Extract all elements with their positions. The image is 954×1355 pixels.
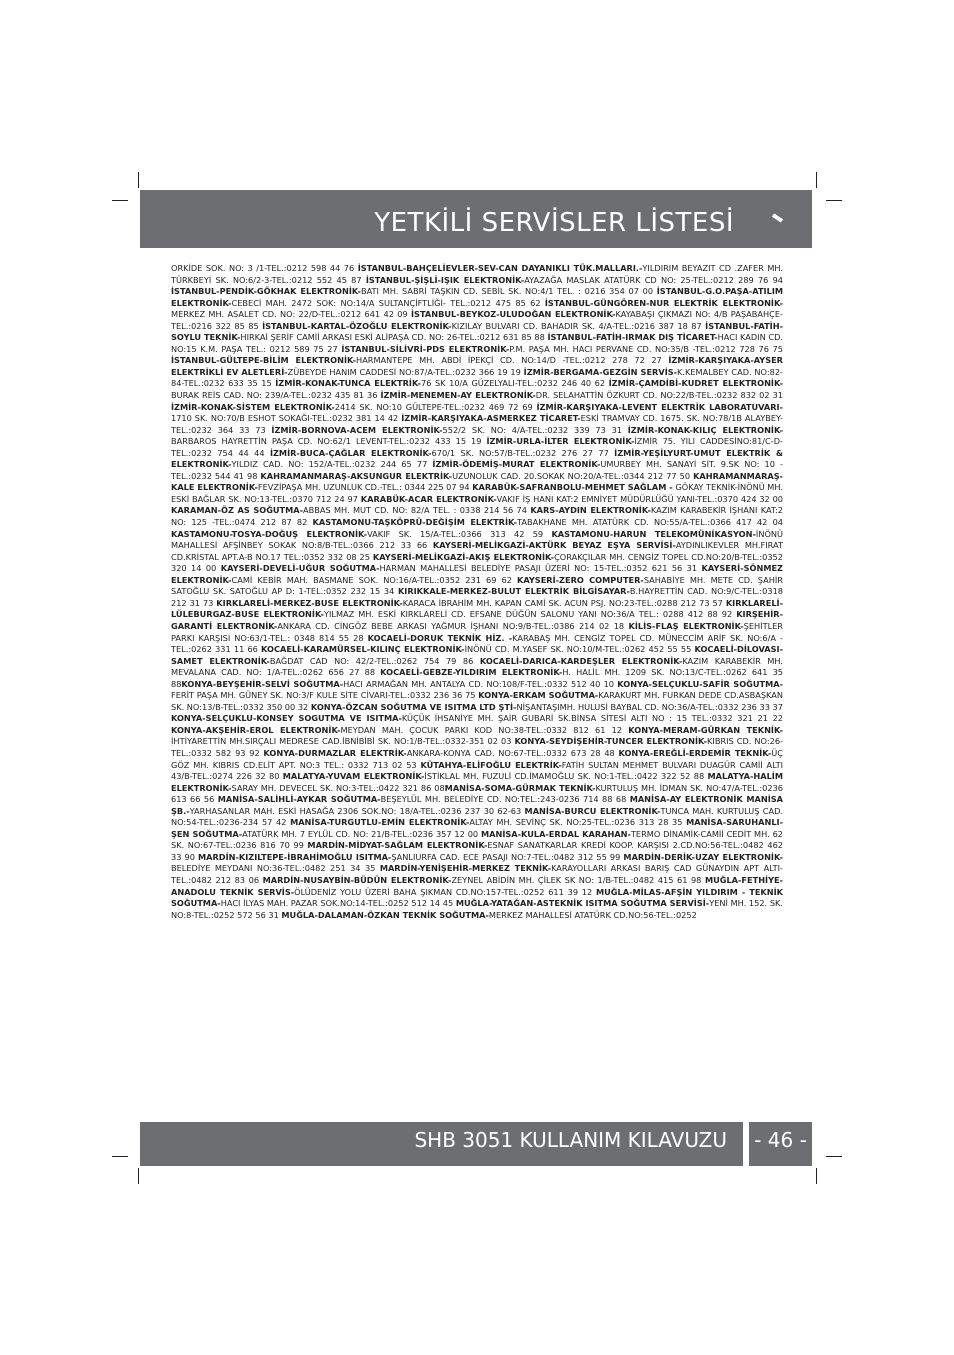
service-name: İZMİR-BUCA-ÇAĞLAR ELEKTRONİK- bbox=[269, 447, 432, 458]
service-name: İZMİR-KONAK-SİSTEM ELEKTRONİK- bbox=[171, 401, 335, 412]
crop-mark bbox=[112, 200, 128, 201]
service-name: MANİSA-BURCU ELEKTRONİK- bbox=[524, 805, 661, 816]
service-address: ŞEHİTLER PARKI KARŞISI NO:63/1-TEL.: 0348 814 55 28 bbox=[171, 620, 783, 643]
service-name: KONYA-DURMAZLAR ELEKTRİK- bbox=[263, 747, 407, 758]
service-name: KAHRAMANMARAŞ-AKSUNGUR ELEKTRİK- bbox=[260, 470, 453, 481]
service-name: İSTANBUL-FATİH-IRMAK DIŞ TİCARET- bbox=[547, 332, 718, 343]
service-name: KONYA-SELÇUKLU-SAFİR SOĞUTMA- bbox=[617, 678, 783, 689]
service-name: KÜTAHYA-ELİFOĞLU ELEKTRİK- bbox=[420, 759, 562, 770]
service-name: KAYSERİ-MELİKGAZİ-AKTÜRK BEYAZ EŞYA SERVİSİ- bbox=[432, 540, 676, 551]
service-address: TABAKHANE MH. ATATÜRK CD. NO:55/A-TEL.:0366 417 42 04 bbox=[517, 517, 783, 528]
service-address: 76 SK 10/A GÜZELYALI-TEL.:0232 246 40 62 bbox=[421, 378, 609, 389]
footer-bar bbox=[140, 1122, 743, 1166]
service-address: CAMİ KEBİR MAH. BASMANE SOK. NO:16/A-TEL.:0352 231 69 62 bbox=[231, 574, 517, 585]
service-name: MANİSA-SALİHLİ-AYKAR SOĞUTMA- bbox=[217, 794, 381, 805]
service-address: GÖKAY TEKNİK-İNÖNÜ MH. ESKİ BAĞLAR SK. NO:13-TEL.:0370 712 24 97 bbox=[171, 482, 783, 504]
service-address: VAKIF İŞ HANI KAT:2 EMNİYET MÜDÜRLÜĞÜ YANI-TEL.:0370 424 32 00 bbox=[496, 493, 783, 504]
service-address: YENİ MH. 152. SK. NO:8-TEL.:0252 572 56 31 bbox=[171, 898, 783, 920]
service-address: SARAY MH. DEVECEL SK. NO:3-TEL.:0422 321 86 08 bbox=[231, 782, 445, 793]
service-address: ESNAF SANATKARLAR KREDİ KOOP. KARŞISI 2.CD.NO:56-TEL.:0482 462 33 90 bbox=[171, 840, 783, 862]
page-title: YETKİLİ SERVİSLER LİSTESİ bbox=[374, 208, 734, 238]
service-name: İSTANBUL-PENDİK-GÖKHAK ELEKTRONİK- bbox=[171, 286, 361, 297]
service-name: KOCAELİ-GEBZE-YILDIRIM ELEKTRONİK- bbox=[380, 667, 563, 678]
service-address: H. HALİL MH. 1209 SK. NO:13/C-TEL.:0262 641 35 88 bbox=[171, 667, 783, 689]
service-address: ÇORAKÇILAR MH. CENGİZ TOPEL CD.NO:20/B-TEL.:0352 320 14 00 bbox=[171, 551, 783, 574]
crop-mark bbox=[816, 172, 817, 188]
service-address: BAĞDAT CAD NO: 42/2-TEL.:0262 754 79 86 bbox=[269, 655, 480, 666]
page-number: - 46 - bbox=[754, 1128, 807, 1152]
service-address: UZUNOLUK CAD. 20.SOKAK NO:20/A-TEL.:0344 212 77 50 bbox=[452, 470, 694, 481]
service-address: ŞANLIURFA CAD. ECE PASAJI NO:7-TEL.:0482 312 55 99 bbox=[391, 851, 624, 862]
service-name: KIRKLARELİ-LÜLEBURGAZ-BUSE ELEKTRONİK- bbox=[171, 597, 783, 620]
service-address: BEŞEYLÜL MH. BELEDİYE CD. NO:TEL.:243-0236 714 88 68 bbox=[380, 794, 630, 805]
service-name: MUĞLA-YATAĞAN-ASTEKNİK ISITMA SOĞUTMA SERVİSİ- bbox=[455, 898, 710, 909]
service-name: İZMİR-ÇAMDİBİ-KUDRET ELEKTRONİK- bbox=[608, 378, 783, 389]
service-name: KIRŞEHİR-GARANTİ ELEKTRONİK- bbox=[171, 609, 783, 631]
service-address: HARMANTEPE MH. ABDİ İPEKÇİ CD. NO:14/D -TEL.:0212 278 72 27 bbox=[356, 355, 669, 366]
brand-logo-icon bbox=[768, 209, 804, 245]
service-name: KOCAELİ-KARAMÜRSEL-KILINÇ ELEKTRONİK- bbox=[261, 644, 465, 655]
service-address: KURTULUŞ MH. İDMAN SK. NO:47/A-TEL.:0236 613 66 56 bbox=[171, 782, 783, 805]
service-name: İZMİR-MENEMEN-AY ELEKTRONİK- bbox=[380, 390, 536, 401]
service-address: 2414 SK. NO:10 GÜLTEPE-TEL.:0232 469 72 69 bbox=[334, 401, 537, 412]
service-address: ÖLÜDENİZ YOLU ÜZERİ BAHA ŞIKMAN CD.NO:157-TEL.:0252 611 39 12 bbox=[294, 886, 596, 897]
service-name: KARS-AYDIN ELEKTRONİK- bbox=[530, 505, 651, 516]
service-address: AYAZAĞA MASLAK ATATÜRK CD NO: 25-TEL.:0212 289 76 94 bbox=[524, 274, 783, 285]
service-address: KARAYOLLARI ARKASI BARIŞ CAD GÜNAYDIN APT ALTI-TEL.:0482 212 83 06 bbox=[171, 863, 783, 885]
service-address: ORKİDE SOK. NO: 3 /1-TEL.:0212 598 44 76 bbox=[171, 263, 358, 273]
service-name: İSTANBUL-FATİH-SOYLU TEKNİK- bbox=[171, 320, 783, 343]
service-address: BATI MH. SABRİ TAŞKIN CD. SEBİL SK. NO:4/1 TEL. : 0216 354 07 00 bbox=[360, 286, 657, 297]
service-address: HACI ARMAĞAN MH. ANTALYA CD. NO:108/F-TEL.:0332 512 40 10 bbox=[343, 678, 618, 689]
service-address: KARACA İBRAHİM MH. KAPAN CAMİ SK. ACUN PSJ. NO:23-TEL.:0288 212 73 57 bbox=[402, 597, 726, 608]
service-address: KIBRIS CD. NO:26-TEL.:0332 582 93 92 bbox=[171, 736, 783, 758]
service-name: KARABÜK-SAFRANBOLU-MEHMET SAĞLAM - bbox=[472, 482, 676, 493]
service-name: İSTANBUL-SİLİVRİ-PDS ELEKTRONİK- bbox=[341, 343, 510, 354]
service-address: KARAKURT MH. FURKAN DEDE CD.ASBAŞKAN SK. NO:13/B-TEL.:0332 350 00 32 bbox=[171, 690, 783, 712]
service-address: KARABAŞ MH. CENGİZ TOPEL CD. MÜNECCİM ARİF SK. NO:6/A -TEL.:0262 331 11 66 bbox=[171, 632, 783, 655]
service-address: MERKEZ MH. ASALET CD. NO: 22/D-TEL.:0212 641 42 09 bbox=[171, 309, 412, 320]
service-address: ALTAY MH. SEVİNÇ SK. NO:25-TEL.:0236 313 28 35 bbox=[469, 817, 687, 828]
service-name: KONYA-ERKAM SOĞUTMA- bbox=[478, 690, 599, 701]
service-address: UMURBEY MH. SANAYİ SİT. 9.SK NO: 10 -TEL.:0232 544 41 98 bbox=[171, 459, 783, 481]
service-name: MARDİN-DERİK-UZAY ELEKTRONİK- bbox=[623, 851, 783, 862]
service-name: KASTAMONU-TAŞKÖPRÜ-DEĞİŞİM ELEKTRİK- bbox=[312, 517, 518, 528]
service-address: KAYABAŞI ÇIKMAZI NO: 4/B PAŞABAHÇE-TEL.:0216 322 85 85 bbox=[171, 309, 783, 331]
service-address: YILDIZ CAD. NO: 152/A-TEL.:0232 244 65 77 bbox=[231, 459, 433, 470]
service-address: ESKİ TRAMVAY CD. 1675. SK. NO:78/1B ALAYBEY-TEL.:0232 364 33 73 bbox=[171, 413, 783, 435]
service-name: KIRIKKALE-MERKEZ-BULUT ELEKTRİK BİLGİSAYAR- bbox=[397, 586, 630, 597]
service-address: ZEYNEL ABİDİN MH. ÇİLEK SK NO: 1/B-TEL.:0482 415 61 98 bbox=[451, 874, 705, 885]
service-name: KAYSERİ-MELİKGAZİ-AKIŞ ELEKTRONİK- bbox=[372, 551, 555, 562]
service-name: İSTANBUL-ŞİŞLİ-IŞIK ELEKTRONİK- bbox=[365, 274, 525, 285]
service-name: KONYA-ÖZCAN SOĞUTMA VE ISITMA LTD ŞTİ- bbox=[310, 701, 517, 712]
service-address: İZMİR 75. YILI CADDESİNO:81/C-D-TEL.:0232 754 44 44 bbox=[171, 436, 783, 458]
service-address: MEYDAN MAH. ÇOCUK PARKI KOD NO:38-TEL.:0332 812 61 12 bbox=[340, 724, 629, 735]
service-name: KONYA-SEYDİŞEHİR-TUNCER ELEKTRONİK- bbox=[514, 736, 708, 747]
crop-mark bbox=[138, 1168, 139, 1184]
service-name: KASTAMONU-TOSYA-DOĞUŞ ELEKTRONİK- bbox=[171, 528, 368, 539]
service-name: İSTANBUL-G.O.PAŞA-ATILIM ELEKTRONİK- bbox=[171, 286, 783, 308]
crop-mark bbox=[112, 1156, 128, 1157]
service-address: ABBAS MH. MUT CD. NO: 82/A TEL. : 0338 214 56 74 bbox=[303, 505, 531, 516]
service-name: İSTANBUL-GÜNGÖREN-NUR ELEKTRİK ELEKTRONİK- bbox=[544, 297, 783, 308]
service-address: CEBECİ MAH. 2472 SOK: NO:14/A SULTANÇİFTLİĞİ- TEL.:0212 475 85 62 bbox=[231, 297, 545, 308]
service-address: İNÖNÜ CD. M.YASEF SK. NO:10/M-TEL.:0262 452 55 55 bbox=[464, 644, 695, 655]
service-address: TERMO DİNAMİK-CAMİİ CEDİT MH. 62 SK. NO:67-TEL.:0236 816 70 99 bbox=[171, 828, 783, 851]
manual-title: SHB 3051 KULLANIM KILAVUZU bbox=[414, 1128, 727, 1152]
service-name: MUĞLA-FETHİYE-ANADOLU TEKNİK SERVİS- bbox=[171, 874, 783, 897]
service-name: İZMİR-ÖDEMİŞ-MURAT ELEKTRONİK- bbox=[432, 459, 601, 470]
service-name: MANİSA-SOMA-GÜRMAK TEKNİK- bbox=[444, 782, 596, 793]
service-address: ÜÇ GÖZ MH. KIBRIS CD.ELİT APT. NO:3 TEL.: 0332 713 02 53 bbox=[171, 747, 783, 770]
service-name: KOCAELİ-DİLOVASI-SAMET ELEKTRONİK- bbox=[171, 644, 783, 666]
service-name: MALATYA-YUVAM ELEKTRONİK- bbox=[282, 771, 425, 782]
service-address: 1710 SK. NO:70/B ESHOT SOKAĞI-TEL.:0232 381 14 42 bbox=[171, 413, 402, 424]
service-name: KARABÜK-ACAR ELEKTRONİK- bbox=[360, 493, 497, 504]
service-name: KIRKLARELİ-MERKEZ-BUSE ELEKTRONİK- bbox=[216, 597, 403, 608]
service-address: 552/2 SK. NO: 4/A-TEL.:0232 339 73 31 bbox=[442, 424, 628, 435]
service-name: KASTAMONU-HARUN TELEKOMÜNİKASYON- bbox=[551, 528, 756, 539]
service-name: KONYA-AKŞEHİR-EROL ELEKTRONİK- bbox=[171, 724, 341, 735]
service-address: BURAK REİS CAD. NO: 239/A-TEL.:0232 435 81 36 bbox=[171, 390, 381, 401]
header-bar bbox=[140, 190, 812, 248]
service-name: MANİSA-SARUHANLI-ŞEN SOĞUTMA- bbox=[171, 817, 783, 839]
service-address: NİŞANTAŞIMH. HULUSİ BAYBAL CD. NO:36/A-TEL.:0332 236 33 37 bbox=[516, 701, 783, 712]
service-name: İZMİR-KARŞIYAKA-ASMERKEZ TİCARET- bbox=[401, 413, 581, 424]
service-address: SAHABİYE MH. METE CD. ŞAHİR SATOĞLU SK. SATOĞLU AP D: 1-TEL.:0352 232 15 34 bbox=[171, 574, 783, 597]
service-name: İZMİR-BORNOVA-ACEM ELEKTRONİK- bbox=[271, 424, 443, 435]
service-name: MUĞLA-DALAMAN-ÖZKAN TEKNİK SOĞUTMA- bbox=[281, 909, 489, 920]
service-list bbox=[171, 263, 783, 1095]
service-name: MALATYA-HALİM ELEKTRONİK- bbox=[171, 771, 783, 793]
service-address: YILMAZ MH. ESKİ KIRKLARELİ CD. EFSANE DÜĞÜN SALONU YANI NO:36/A TEL.: 0288 412 88 92 bbox=[323, 609, 737, 620]
service-address: FERİT PAŞA MH. GÜNEY SK. NO:3/F KULE SİTE CİVARI-TEL.:0332 236 36 75 bbox=[171, 690, 479, 701]
service-name: İSTANBUL-GÜLTEPE-BİLİM ELEKTRONİK- bbox=[171, 355, 357, 366]
service-name: MARDİN-KIZILTEPE-İBRAHİMOĞLU ISITMA- bbox=[198, 851, 392, 862]
service-address: BELEDİYE MEYDANI NO:36-TEL.:0482 251 34 35 bbox=[171, 863, 380, 874]
service-name: KOCAELİ-DARICA-KARDEŞLER ELEKTRONİK- bbox=[479, 655, 683, 666]
service-name: KİLİS-FLAŞ ELEKTRONİK- bbox=[628, 620, 744, 631]
crop-mark bbox=[816, 1168, 817, 1184]
service-address: P.M. PAŞA MH. HACI PERVANE CD. NO:35/B -TEL.:0212 728 76 75 bbox=[509, 343, 783, 354]
service-name: İZMİR-KONAK-TUNCA ELEKTRİK- bbox=[275, 378, 422, 389]
service-name: KAYSERİ-DEVELİ-UĞUR SOĞUTMA- bbox=[220, 563, 380, 574]
service-address: FATİH SULTAN MEHMET BULVARI DUAGÜR CAMİİ ALTI 43/B-TEL.:0274 226 32 80 bbox=[171, 759, 783, 782]
crop-mark bbox=[826, 200, 842, 201]
service-name: KAYSERİ-SÖNMEZ ELEKTRONİK- bbox=[171, 563, 783, 585]
service-name: İZMİR-YEŞİLYURT-UMUT ELEKTRİK & ELEKTRONİK- bbox=[171, 447, 783, 470]
service-name: MARDİN-YENİŞEHİR-MERKEZ TEKNİK- bbox=[379, 863, 552, 874]
service-address: B.HAYRETTİN CAD. NO:9/C-TEL.:0318 212 31 73 bbox=[171, 586, 783, 608]
service-name: MUĞLA-MİLAS-AFŞİN YILDIRIM - TEKNİK SOĞUTMA- bbox=[171, 886, 783, 909]
crop-mark bbox=[826, 1156, 842, 1157]
service-name: KONYA-EREĞLİ-ERDEMİR TEKNİK- bbox=[618, 747, 772, 758]
service-address: YILDIRIM BEYAZIT CD .ZAFER MH. TÜRKBEYİ SK. NO:6/2-3-TEL.:0212 552 45 87 bbox=[171, 263, 783, 285]
service-address: İSTİKLAL MH. FUZULİ CD.İMAMOĞLU SK. NO:1-TEL.:0422 322 52 88 bbox=[424, 771, 708, 782]
page-number-box bbox=[749, 1122, 812, 1166]
service-name: MARDİN-MİDYAT-SAĞLAM ELEKTRONİK- bbox=[307, 840, 488, 851]
service-address: ZÜBEYDE HANIM CADDESİ NO:87/A-TEL.:0232 366 19 19 bbox=[287, 366, 524, 377]
service-name: KOCAELİ-DORUK TEKNİK HİZ. - bbox=[367, 632, 513, 643]
service-name: İSTANBUL-BAHÇELİEVLER-SEV-CAN DAYANIKLI TÜK.MALLARI.- bbox=[357, 263, 643, 273]
service-address: FEVZİPAŞA MH. UZUNLUK CD.-TEL.: 0344 225 07 94 bbox=[257, 482, 473, 493]
crop-mark bbox=[138, 172, 139, 188]
service-name: KONYA-SELÇUKLU-KONSEY SOGUTMA VE ISITMA- bbox=[171, 713, 402, 724]
service-address: ATATÜRK MH. 7 EYLÜL CD. NO: 21/B-TEL.:0236 357 12 00 bbox=[242, 828, 481, 839]
service-address: KÜÇÜK İHSANİYE MH. ŞAİR GUBARİ SK.BİNSA SİTESİ ALTI NO : 15 TEL.:0332 321 21 22 bbox=[401, 713, 783, 724]
service-name: İZMİR-BERGAMA-GEZGİN SERVİS- bbox=[523, 366, 678, 377]
service-address: TUNCA MAH. KURTULUŞ CAD. NO:54-TEL.:0236-234 57 42 bbox=[171, 805, 783, 828]
service-address: HIRKAİ ŞERİF CAMİİ ARKASI ESKİ ALİPAŞA CD. NO: 26-TEL.:0212 631 85 88 bbox=[240, 332, 548, 343]
service-name: İZMİR-KONAK-KILIÇ ELEKTRONİK- bbox=[627, 424, 783, 435]
service-address: HARMAN MAHALLESİ BELEDİYE PASAJI ÜZERİ NO: 15-TEL.:0352 621 56 31 bbox=[379, 563, 702, 574]
service-address: VAKIF SK. 15/A-TEL.:0366 313 42 59 bbox=[367, 528, 552, 539]
service-address: K.KEMALBEY CAD. NO:82-84-TEL.:0232 633 35 15 bbox=[171, 366, 783, 389]
service-name: İZMİR-KARŞIYAKA-AYSER ELEKTRİKLİ EV ALETLERİ- bbox=[171, 355, 783, 377]
service-name: MANİSA-AY ELEKTRONİK MANİSA ŞB.- bbox=[171, 794, 783, 816]
service-address: DR. SELAHATTİN ÖZKURT CD. NO:22/B-TEL.:0232 832 02 31 bbox=[535, 390, 783, 401]
service-name: MANİSA-KULA-ERDAL KARAHAN- bbox=[480, 828, 631, 839]
service-name: MARDİN-NUSAYBİN-BÜDÜN ELEKTRONİK- bbox=[262, 874, 452, 885]
service-address: KAZIM KARABEKİR MH. MEVALANA CAD. NO: 1/A-TEL.:0262 656 27 88 bbox=[171, 655, 783, 678]
service-name: KAHRAMANMARAŞ-KALE ELEKTRONİK- bbox=[171, 470, 783, 493]
service-name: MANİSA-TURGUTLU-EMİN ELEKTRONİK- bbox=[290, 817, 470, 828]
service-address: 670/1 SK. NO:57/B-TEL.:0232 276 27 77 bbox=[431, 447, 615, 458]
service-address: AYDINLIKEVLER MH.FIRAT CD.KRİSTAL APT.A-B NO.17 TEL.:0352 332 08 25 bbox=[171, 540, 783, 562]
service-name: KONYA-BEYŞEHİR-SELVİ SOĞUTMA- bbox=[181, 678, 344, 689]
service-name: KAYSERİ-ZERO COMPUTER- bbox=[516, 574, 644, 585]
service-name: KONYA-MERAM-GÜRKAN TEKNİK- bbox=[628, 724, 783, 735]
service-address: HACI KADIN CD. NO:15 K.M. PAŞA TEL.: 0212 589 75 27 bbox=[171, 332, 783, 354]
service-address: MERKEZ MAHALLESİ ATATÜRK CD.NO:56-TEL.:0252 bbox=[488, 909, 697, 920]
service-address: HACI İLYAS MAH. PAZAR SOK.NO:14-TEL.:0252 512 14 45 bbox=[220, 898, 456, 909]
service-name: İZMİR-URLA-İLTER ELEKTRONİK- bbox=[486, 436, 635, 447]
service-address: İHTİYARETTİN MH.SIRÇALI MEDRESE CAD.İBNİBİBİ SK. NO:1/B-TEL.:0332-351 02 03 bbox=[171, 736, 515, 747]
service-address: BARBAROS HAYRETTİN PAŞA CD. NO:62/1 LEVENT-TEL.:0232 433 15 19 bbox=[171, 436, 487, 447]
service-name: KARAMAN-ÖZ AS SOĞUTMA- bbox=[171, 505, 304, 516]
service-name: İZMİR-KARŞIYAKA-LEVENT ELEKTRİK LABORATUVARI- bbox=[536, 401, 783, 412]
service-name: İSTANBUL-KARTAL-ÖZOĞLU ELEKTRONİK- bbox=[262, 320, 452, 331]
service-name: İSTANBUL-BEYKOZ-ULUDOĞAN ELEKTRONİK- bbox=[411, 309, 616, 320]
service-address: KIZILAY BULVARI CD. BAHADIR SK. 4/A-TEL.:0216 387 18 87 bbox=[451, 320, 706, 331]
service-address: ANKARA-KONYA CAD. NO:67-TEL.:0332 673 28 48 bbox=[406, 747, 619, 758]
service-address: KAZIM KARABEKİR İŞHANI KAT:2 NO: 125 -TEL.:0474 212 87 82 bbox=[171, 505, 783, 528]
service-address: YARHASANLAR MAH. ESKİ HASAĞA 2306 SOK.NO: 18/A-TEL.:0236 237 30 62-63 bbox=[189, 805, 525, 816]
service-address: İNÖNÜ MAHALLESİ AFŞİNBEY SOKAK NO:8/B-TEL.:0366 212 33 66 bbox=[171, 528, 783, 551]
service-address: ANKARA CD. CİNGÖZ BEBE ARKASI YAĞMUR İŞHANI NO:9/B-TEL.:0386 214 02 18 bbox=[277, 620, 629, 631]
